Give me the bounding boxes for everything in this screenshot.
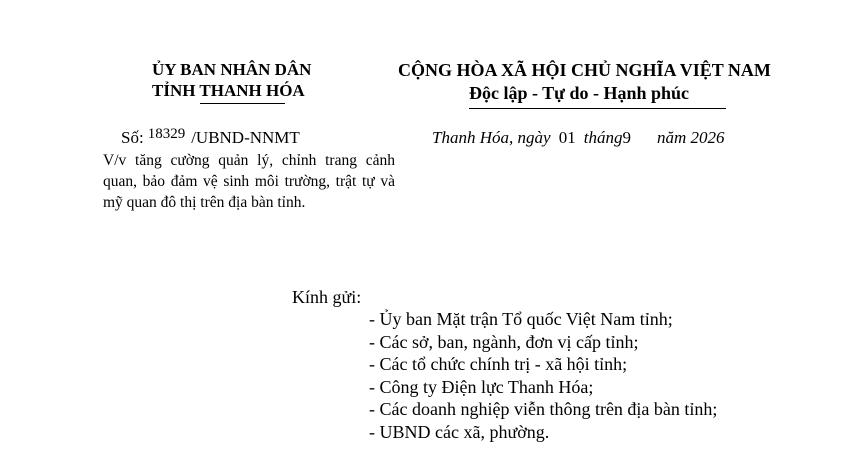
document-number-value: 18329 [147, 126, 186, 142]
issuing-org-underline [200, 103, 285, 104]
date-month: 9 [622, 128, 632, 147]
recipient-list [369, 308, 717, 444]
place-date [432, 128, 725, 148]
recipient-item: - Các sở, ban, ngành, đơn vị cấp tỉnh; [369, 331, 639, 352]
month-label: tháng [583, 128, 623, 147]
national-title: CỘNG HÒA XÃ HỘI CHỦ NGHĨA VIỆT NAM [398, 60, 771, 80]
recipient-item: - Các doanh nghiệp viễn thông trên địa bàn tỉnh; [369, 399, 718, 420]
recipients-label: Kính gửi: [292, 287, 362, 307]
national-motto: Độc lập - Tự do - Hạnh phúc [469, 83, 690, 103]
document-number-code: /UBND-NNMT [191, 128, 300, 147]
year-label: năm 2026 [657, 128, 725, 147]
place-label: Thanh Hóa, ngày [432, 128, 551, 147]
document-subject: V/v tăng cường quản lý, chỉnh trang cảnh quan, bảo đảm vệ sinh môi trường, trật tự và mỹ quan đô thị trên địa bàn tỉnh. [103, 152, 395, 211]
recipient-item: - UBND các xã, phường. [369, 421, 550, 442]
issuing-org-line1: ỦY BAN NHÂN DÂN [152, 60, 312, 79]
document-number [121, 128, 300, 148]
issuing-org-line2: TỈNH THANH HÓA [152, 81, 305, 100]
date-day: 01 [558, 128, 576, 147]
recipient-item: - Công ty Điện lực Thanh Hóa; [369, 376, 594, 397]
motto-underline [469, 108, 726, 109]
document-number-label: Số: [121, 128, 144, 147]
recipient-item: - Ủy ban Mặt trận Tổ quốc Việt Nam tỉnh; [369, 309, 673, 329]
recipient-item: - Các tổ chức chính trị - xã hội tỉnh; [369, 354, 628, 375]
